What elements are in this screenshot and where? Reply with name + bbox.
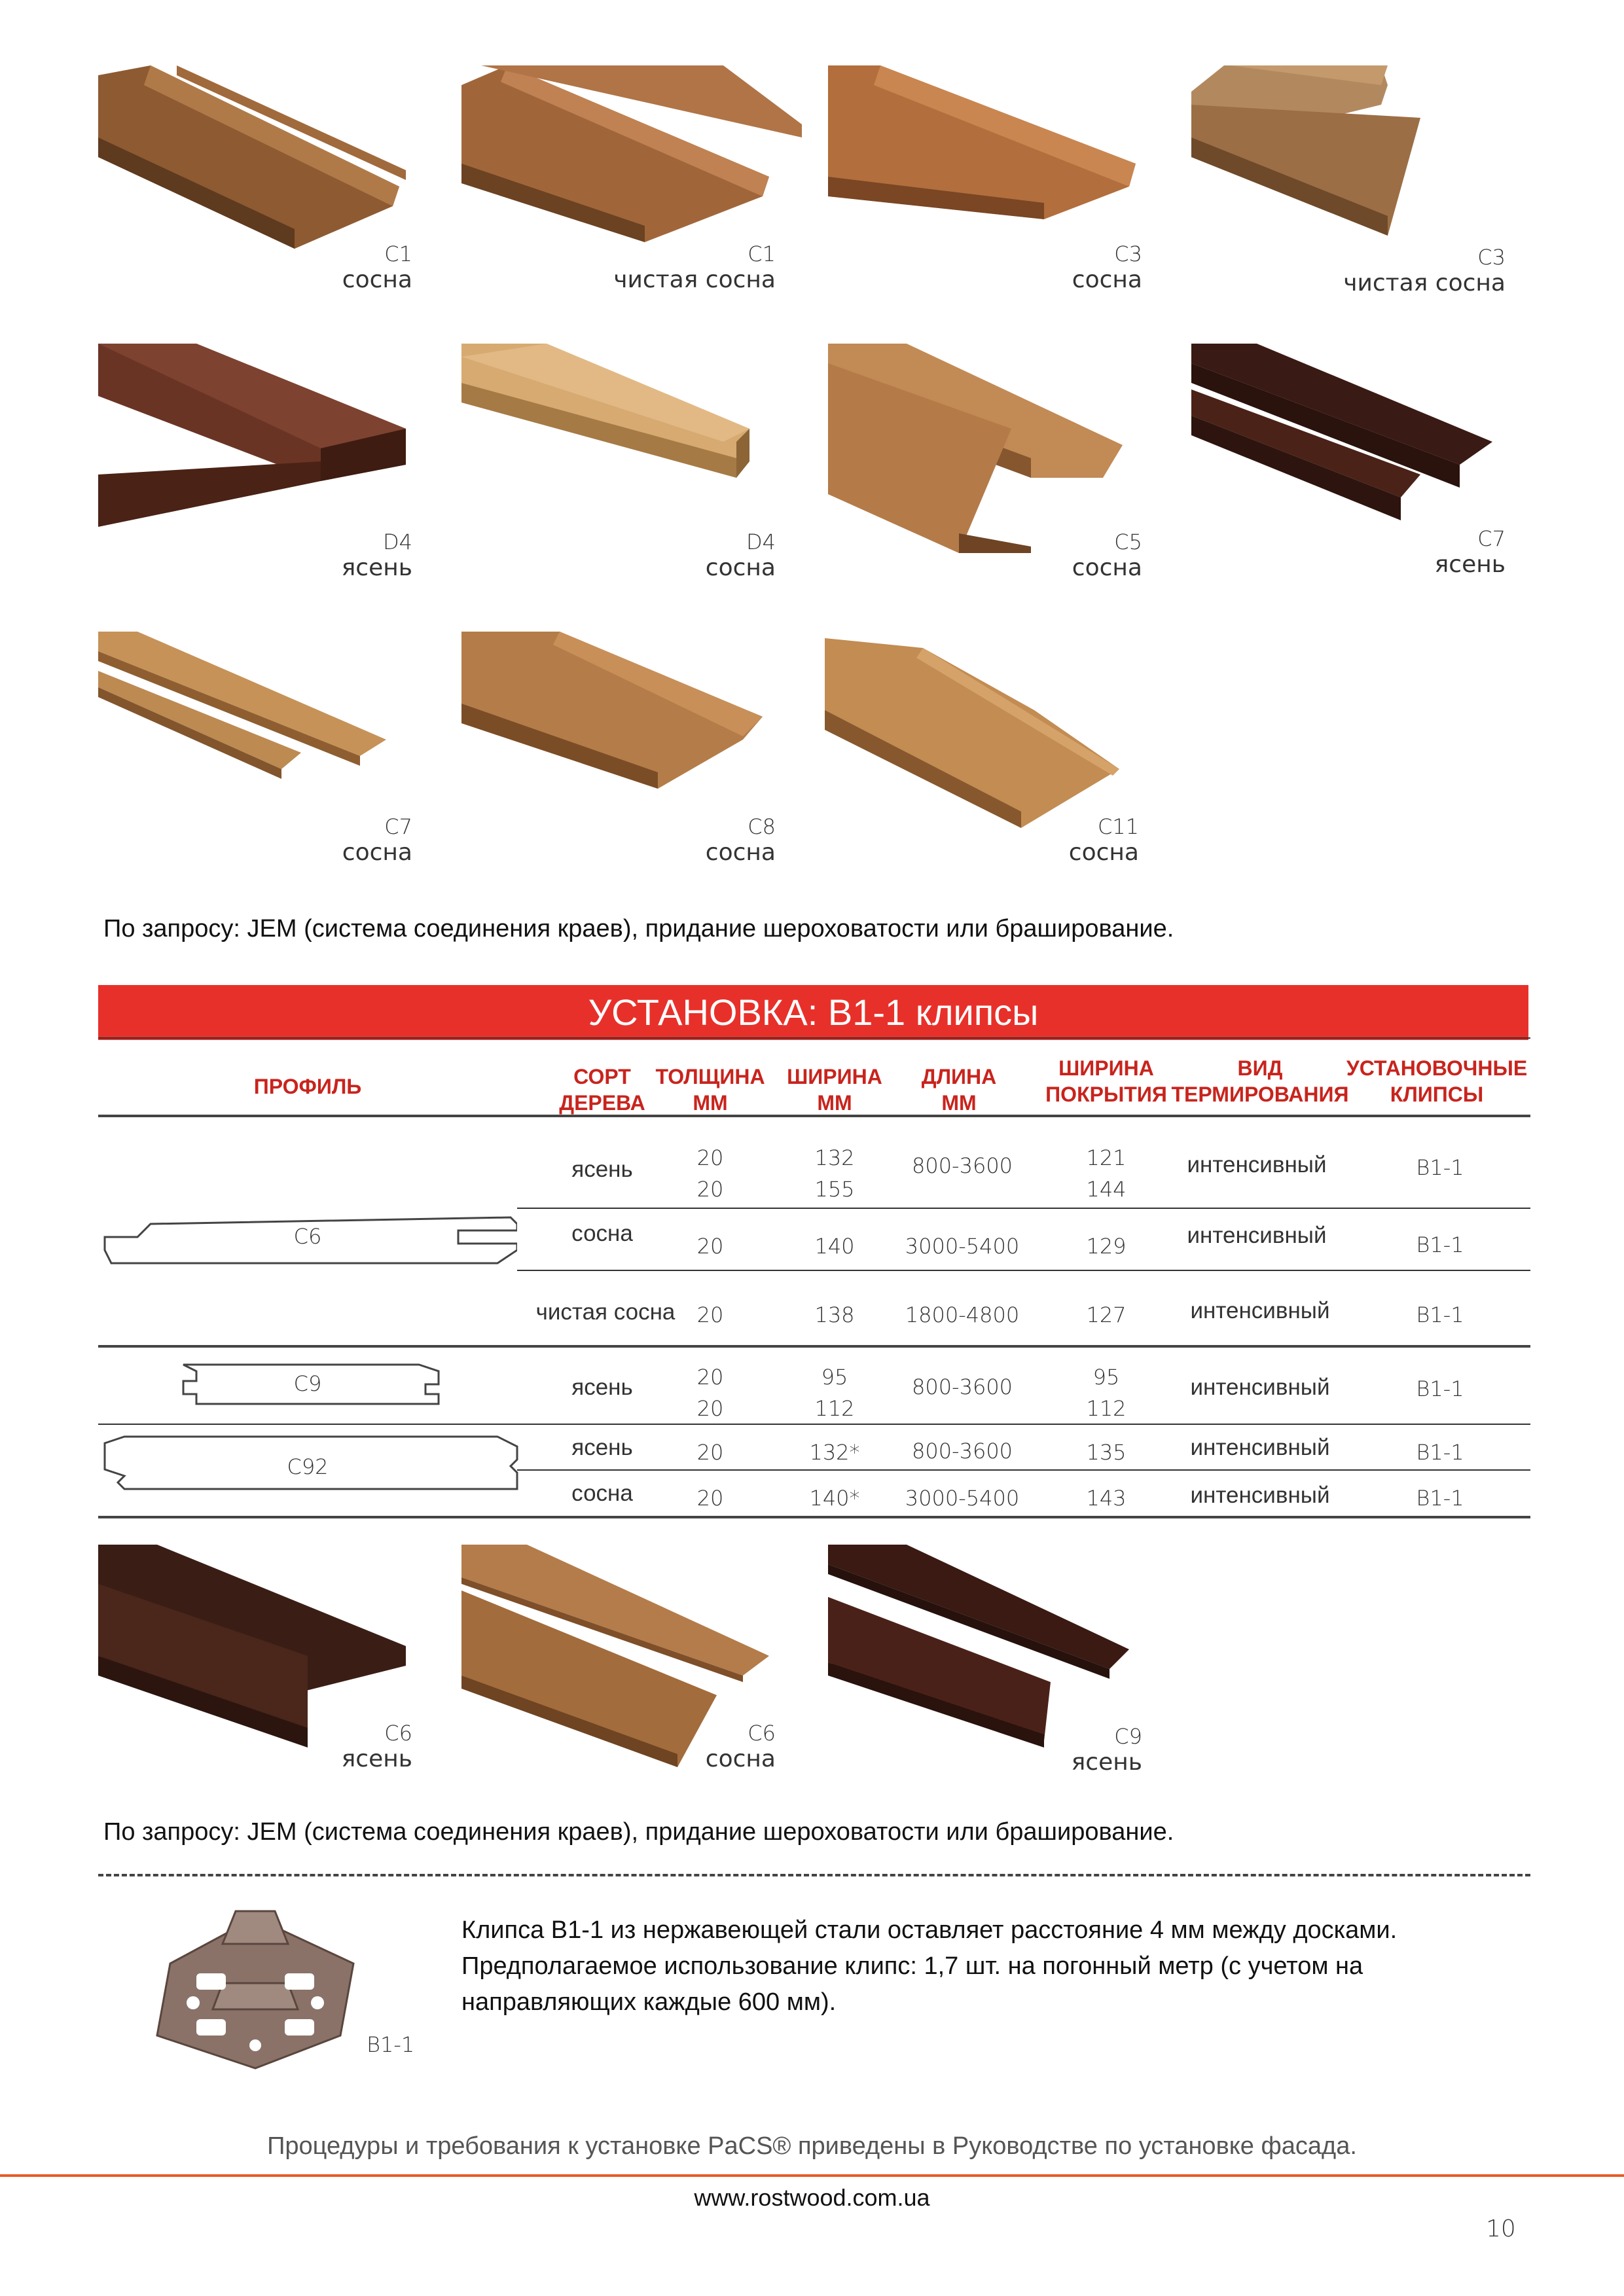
header-top-rule (98, 1037, 1530, 1039)
product-code: C9 (1114, 1724, 1142, 1749)
product-tile (461, 344, 776, 592)
product-tile (461, 632, 776, 880)
wood-type: чистая сосна (1343, 269, 1506, 296)
wood-board-image (461, 344, 776, 527)
cell-treatment: интенсивный (1190, 1435, 1330, 1460)
wood-type: сосна (705, 554, 776, 581)
footer-rule (0, 2174, 1624, 2177)
cell-thickness: 20 (696, 1302, 724, 1327)
wood-board-image (1191, 65, 1532, 275)
wood-type: ясень (341, 1745, 412, 1772)
header-grade: СОРТ ДЕРЕВА (559, 1065, 645, 1115)
cell-length: 1800-4800 (905, 1302, 1020, 1327)
clip-description-line: Клипса B1-1 из нержавеющей стали оставляет расстояние 4 мм между досками. (461, 1916, 1398, 1944)
product-tile (1191, 65, 1506, 314)
cell-treatment: интенсивный (1187, 1152, 1327, 1177)
cell-coverage: 127 (1086, 1302, 1127, 1327)
cell-clips: B1-1 (1416, 1232, 1464, 1257)
wood-board-image (825, 638, 1139, 834)
product-tile (828, 65, 1142, 314)
dashed-divider (98, 1874, 1530, 1876)
wood-board-image (98, 65, 412, 262)
product-code: D4 (383, 529, 412, 554)
product-caption (342, 530, 412, 581)
cell-grade: сосна (571, 1480, 633, 1506)
cell-length: 3000-5400 (905, 1486, 1020, 1511)
cell-width: 140 (814, 1234, 855, 1259)
wood-board-image (461, 632, 776, 802)
product-tile (1191, 344, 1506, 592)
wood-type: чистая сосна (613, 266, 776, 293)
product-caption (706, 815, 776, 866)
product-caption (1343, 245, 1506, 296)
cell-length: 800-3600 (911, 1439, 1013, 1463)
cell-treatment: интенсивный (1190, 1374, 1330, 1400)
product-caption (613, 242, 776, 293)
cell-thickness: 20 20 (696, 1145, 724, 1202)
cell-clips: B1-1 (1416, 1376, 1464, 1401)
wood-board-image (828, 344, 1142, 553)
cell-treatment: интенсивный (1190, 1482, 1330, 1508)
cell-grade: чистая сосна (535, 1299, 676, 1325)
wood-type: ясень (1071, 1748, 1142, 1776)
cell-coverage: 95 112 (1086, 1365, 1127, 1421)
profile-label-c9: C9 (293, 1371, 322, 1396)
cell-thickness: 20 20 (696, 1365, 724, 1421)
cell-thickness: 20 (696, 1234, 724, 1259)
wood-type: ясень (1434, 550, 1506, 578)
wood-board-image (98, 632, 412, 815)
product-caption (1069, 815, 1139, 866)
product-caption (1072, 1725, 1142, 1776)
product-tile (828, 1545, 1142, 1793)
product-tile (98, 344, 412, 592)
cell-length: 3000-5400 (905, 1234, 1020, 1259)
cell-length: 800-3600 (911, 1374, 1013, 1399)
cell-width: 132* (809, 1440, 860, 1465)
product-code: D4 (746, 529, 776, 554)
product-caption (706, 1721, 776, 1772)
page-number: 10 (1486, 2215, 1516, 2242)
cell-grade: ясень (571, 1374, 633, 1400)
wood-board-image (461, 65, 815, 262)
header-clips: УСТАНОВОЧНЫЕ КЛИПСЫ (1346, 1056, 1528, 1106)
cell-width: 132 155 (814, 1145, 855, 1202)
product-caption (1072, 530, 1142, 581)
cell-clips: B1-1 (1416, 1302, 1464, 1327)
product-code: C7 (1477, 526, 1506, 551)
cell-clips: B1-1 (1416, 1486, 1464, 1511)
wood-board-image (1191, 344, 1506, 540)
product-tile (828, 344, 1142, 592)
clip-b1-1-image (144, 1905, 367, 2075)
row-divider (517, 1270, 1530, 1271)
clip-description (461, 1912, 1397, 2020)
wood-type: сосна (705, 838, 776, 866)
cell-treatment: интенсивный (1190, 1298, 1330, 1323)
wood-type: сосна (1072, 266, 1142, 293)
product-tile (98, 632, 412, 880)
cell-length: 800-3600 (911, 1153, 1013, 1178)
product-code: C7 (384, 814, 412, 839)
wood-type: сосна (1072, 554, 1142, 581)
product-caption (342, 242, 412, 293)
cell-clips: B1-1 (1416, 1155, 1464, 1180)
row-divider (98, 1516, 1530, 1518)
cell-clips: B1-1 (1416, 1440, 1464, 1465)
wood-type: ясень (341, 554, 412, 581)
request-note: По запросу: JEM (система соединения краев), придание шероховатости или браширование. (103, 915, 1174, 942)
profile-label-c92: C92 (287, 1454, 329, 1479)
product-tile (461, 1545, 776, 1793)
cell-coverage: 121 144 (1086, 1145, 1127, 1202)
product-code: C5 (1114, 529, 1142, 554)
product-code: C6 (748, 1721, 776, 1746)
cell-grade: ясень (571, 1157, 633, 1182)
row-divider (517, 1208, 1530, 1209)
product-caption (342, 815, 412, 866)
product-code: C8 (748, 814, 776, 839)
product-tile (825, 638, 1139, 887)
header-profile: ПРОФИЛЬ (253, 1075, 362, 1098)
header-coverage: ШИРИНА ПОКРЫТИЯ (1045, 1056, 1167, 1106)
wood-type: сосна (342, 266, 412, 293)
wood-board-image (828, 65, 1142, 262)
product-code: C3 (1477, 245, 1506, 270)
wood-type: сосна (1068, 838, 1139, 866)
cell-treatment: интенсивный (1187, 1223, 1327, 1248)
cell-thickness: 20 (696, 1486, 724, 1511)
cell-width: 95 112 (814, 1365, 855, 1421)
cell-grade: сосна (571, 1221, 633, 1246)
wood-board-image (98, 344, 412, 527)
product-tile (98, 65, 412, 314)
request-note-bottom: По запросу: JEM (система соединения краев), придание шероховатости или браширование. (103, 1818, 1174, 1846)
product-code: C6 (384, 1721, 412, 1746)
wood-type: сосна (342, 838, 412, 866)
cell-width: 140* (809, 1486, 860, 1511)
row-divider (517, 1469, 1530, 1471)
procedures-note: Процедуры и требования к установке PaCS® приведены в Руководстве по установке фасада. (267, 2132, 1357, 2160)
wood-type: сосна (705, 1745, 776, 1772)
header-width: ШИРИНА ММ (787, 1065, 882, 1115)
header-treatment: ВИД ТЕРМИРОВАНИЯ (1171, 1056, 1349, 1106)
header-thickness: ТОЛЩИНА ММ (655, 1065, 765, 1115)
product-tile (98, 1545, 412, 1793)
header-length: ДЛИНА ММ (921, 1065, 997, 1115)
cell-width: 138 (814, 1302, 855, 1327)
cell-thickness: 20 (696, 1440, 724, 1465)
header-bottom-rule (98, 1115, 1530, 1117)
product-caption (342, 1721, 412, 1772)
website-link[interactable]: www.rostwood.com.ua (694, 2184, 930, 2211)
profile-label-c6: C6 (293, 1224, 322, 1249)
clip-description-line: Предполагаемое использование клипс: 1,7 шт. на погонный метр (с учетом на (461, 1952, 1363, 1981)
product-caption (1435, 527, 1506, 578)
row-divider (98, 1345, 1530, 1348)
product-caption (706, 530, 776, 581)
product-code: C1 (384, 242, 412, 266)
product-tile (461, 65, 776, 314)
installation-banner: УСТАНОВКА: B1-1 клипсы (98, 985, 1528, 1040)
cell-coverage: 143 (1086, 1486, 1127, 1511)
cell-coverage: 129 (1086, 1234, 1127, 1259)
cell-grade: ясень (571, 1435, 633, 1460)
product-code: C1 (748, 242, 776, 266)
clip-label: B1-1 (367, 2032, 415, 2057)
clip-description-line: направляющих каждые 600 мм). (461, 1988, 837, 2017)
product-caption (1072, 242, 1142, 293)
product-code: C3 (1114, 242, 1142, 266)
cell-coverage: 135 (1086, 1440, 1127, 1465)
product-code: C11 (1097, 814, 1139, 839)
